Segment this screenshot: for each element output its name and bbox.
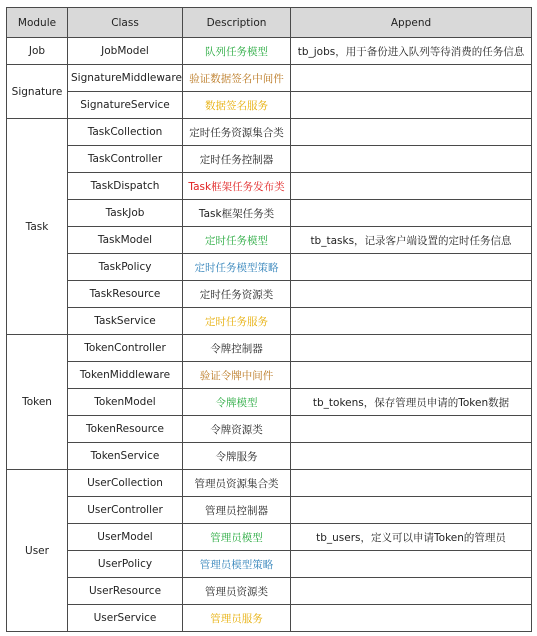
table-row [7, 497, 532, 524]
description-cell: 定时任务资源类 [183, 281, 291, 308]
table-row [7, 443, 532, 470]
table-row [7, 551, 532, 578]
description-cell: Task框架任务类 [183, 200, 291, 227]
description-cell: 队列任务模型 [183, 38, 291, 65]
append-cell [291, 443, 532, 470]
module-cell: Task [7, 119, 68, 335]
class-cell: TaskDispatch [68, 173, 183, 200]
class-cell: TaskModel [68, 227, 183, 254]
append-cell [291, 173, 532, 200]
append-cell [291, 65, 532, 92]
header-module: Module [7, 8, 68, 38]
class-cell: UserController [68, 497, 183, 524]
append-cell [291, 254, 532, 281]
description-cell: 令牌模型 [183, 389, 291, 416]
class-cell: TokenMiddleware [68, 362, 183, 389]
table-row [7, 227, 532, 254]
module-cell: Job [7, 38, 68, 65]
module-cell: User [7, 470, 68, 632]
table-body [7, 38, 532, 632]
table-row [7, 308, 532, 335]
class-cell: UserModel [68, 524, 183, 551]
table-row [7, 362, 532, 389]
append-cell [291, 335, 532, 362]
class-cell: TokenResource [68, 416, 183, 443]
append-cell [291, 416, 532, 443]
description-cell: 管理员资源集合类 [183, 470, 291, 497]
table-row [7, 92, 532, 119]
class-cell: TokenService [68, 443, 183, 470]
module-cell: Token [7, 335, 68, 470]
append-cell [291, 551, 532, 578]
class-cell: JobModel [68, 38, 183, 65]
class-cell: TaskResource [68, 281, 183, 308]
table-row [7, 524, 532, 551]
table-row [7, 119, 532, 146]
table-row [7, 335, 532, 362]
table-row [7, 254, 532, 281]
class-cell: SignatureService [68, 92, 183, 119]
class-cell: UserResource [68, 578, 183, 605]
description-cell: 定时任务控制器 [183, 146, 291, 173]
description-cell: 令牌服务 [183, 443, 291, 470]
append-cell [291, 119, 532, 146]
append-cell: tb_tokens，保存管理员申请的Token数据 [291, 389, 532, 416]
append-cell [291, 578, 532, 605]
append-cell [291, 362, 532, 389]
class-cell: TokenController [68, 335, 183, 362]
class-cell: UserService [68, 605, 183, 632]
description-cell: 令牌控制器 [183, 335, 291, 362]
description-cell: 管理员模型策略 [183, 551, 291, 578]
class-cell: SignatureMiddleware [68, 65, 183, 92]
class-cell: TaskJob [68, 200, 183, 227]
table-row [7, 281, 532, 308]
description-cell: 管理员模型 [183, 524, 291, 551]
description-cell: 验证令牌中间件 [183, 362, 291, 389]
append-cell [291, 200, 532, 227]
description-cell: 定时任务模型策略 [183, 254, 291, 281]
append-cell [291, 92, 532, 119]
table-row [7, 578, 532, 605]
description-cell: 验证数据签名中间件 [183, 65, 291, 92]
description-cell: Task框架任务发布类 [183, 173, 291, 200]
description-cell: 管理员控制器 [183, 497, 291, 524]
module-cell: Signature [7, 65, 68, 119]
append-cell: tb_users，定义可以申请Token的管理员 [291, 524, 532, 551]
table-row [7, 200, 532, 227]
class-cell: UserPolicy [68, 551, 183, 578]
class-cell: TaskService [68, 308, 183, 335]
class-cell: TokenModel [68, 389, 183, 416]
table-row [7, 416, 532, 443]
append-cell [291, 470, 532, 497]
append-cell [291, 605, 532, 632]
table-row [7, 65, 532, 92]
class-cell: TaskController [68, 146, 183, 173]
table-row [7, 173, 532, 200]
append-cell [291, 146, 532, 173]
table-row [7, 605, 532, 632]
module-class-table [6, 7, 532, 632]
class-cell: TaskPolicy [68, 254, 183, 281]
table-row [7, 470, 532, 497]
table-row [7, 146, 532, 173]
header-class: Class [68, 8, 183, 38]
table-row [7, 389, 532, 416]
append-cell [291, 281, 532, 308]
description-cell: 数据签名服务 [183, 92, 291, 119]
append-cell [291, 308, 532, 335]
table-row [7, 38, 532, 65]
append-cell [291, 497, 532, 524]
append-cell: tb_tasks，记录客户端设置的定时任务信息 [291, 227, 532, 254]
class-cell: TaskCollection [68, 119, 183, 146]
description-cell: 定时任务模型 [183, 227, 291, 254]
description-cell: 管理员资源类 [183, 578, 291, 605]
description-cell: 管理员服务 [183, 605, 291, 632]
header-description: Description [183, 8, 291, 38]
class-cell: UserCollection [68, 470, 183, 497]
header-append: Append [291, 8, 532, 38]
description-cell: 令牌资源类 [183, 416, 291, 443]
header-row [7, 8, 532, 38]
description-cell: 定时任务服务 [183, 308, 291, 335]
description-cell: 定时任务资源集合类 [183, 119, 291, 146]
append-cell: tb_jobs，用于备份进入队列等待消费的任务信息 [291, 38, 532, 65]
